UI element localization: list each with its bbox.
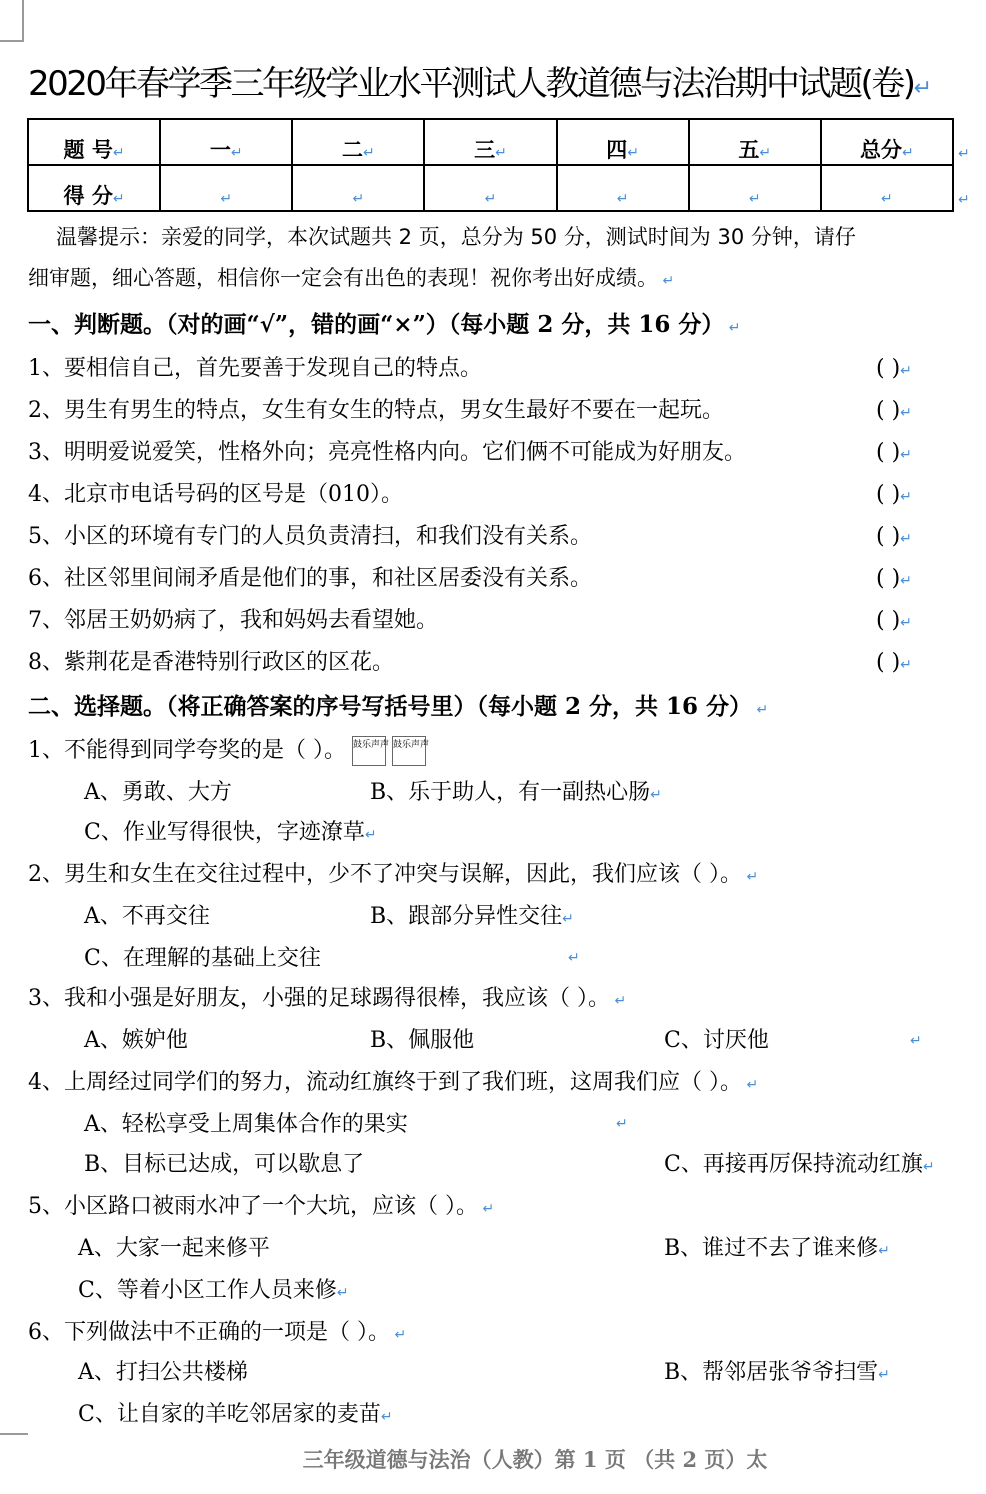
crop-mark-bottom-h	[0, 1433, 28, 1435]
choice-q3-b: B、佩服他	[370, 1028, 475, 1053]
page-footer: 三年级道德与法治（人教）第 1 页 （共 2 页）太	[302, 1447, 768, 1472]
score-cell-label: 题 号↵	[28, 119, 160, 165]
answer-paren-2[interactable]: ( )↵	[876, 398, 912, 423]
judge-item-6: 6、社区邻里间闹矛盾是他们的事，和社区居委没有关系。	[28, 566, 592, 591]
judge-item-4: 4、北京市电话号码的区号是（010）。	[28, 482, 403, 507]
choice-q2-stem: 2、男生和女生在交往过程中，少不了冲突与误解，因此，我们应该（ ）。 ↵	[28, 862, 759, 887]
choice-q5-c: C、等着小区工作人员来修↵	[78, 1278, 349, 1303]
score-input-total[interactable]: ↵	[821, 165, 953, 211]
judge-item-7: 7、邻居王奶奶病了，我和妈妈去看望她。	[28, 608, 438, 633]
judge-item-5: 5、小区的环境有专门的人员负责清扫，和我们没有关系。	[28, 524, 592, 549]
score-table-header-row	[28, 119, 953, 165]
choice-q6-c: C、让自家的羊吃邻居家的麦苗↵	[78, 1402, 393, 1427]
score-cell-q3: 三↵	[424, 119, 556, 165]
choice-q2-b: B、跟部分异性交往↵	[370, 904, 574, 929]
answer-paren-7[interactable]: ( )↵	[876, 608, 912, 633]
section2-heading: 二、选择题。（将正确答案的序号写括号里）（每小题 2 分，共 16 分） ↵	[28, 693, 769, 720]
score-cell-q4: 四↵	[557, 119, 689, 165]
choice-q6-b: B、帮邻居张爷爷扫雪↵	[664, 1360, 890, 1385]
choice-q2-c-mark: ↵	[568, 950, 580, 966]
table-row-mark-2: ↵	[958, 192, 970, 208]
choice-q3-stem: 3、我和小强是好朋友，小强的足球踢得很棒，我应该（ ）。 ↵	[28, 986, 627, 1011]
choice-q4-c: C、再接再厉保持流动红旗↵	[664, 1152, 935, 1177]
crop-mark-top-h	[0, 40, 24, 42]
choice-q3-a: A、嫉妒他	[84, 1028, 188, 1053]
choice-q6-a: A、打扫公共楼梯	[78, 1360, 248, 1385]
choice-q4-a-mark: ↵	[616, 1116, 628, 1132]
choice-q1-c: C、作业写得很快，字迹潦草↵	[84, 820, 377, 845]
tip-line-2: 细审题，细心答题，相信你一定会有出色的表现！祝你考出好成绩。 ↵	[28, 266, 675, 290]
choice-q5-a: A、大家一起来修平	[78, 1236, 270, 1261]
judge-item-8: 8、紫荆花是香港特别行政区的区花。	[28, 650, 394, 675]
score-input-q4[interactable]: ↵	[557, 165, 689, 211]
score-input-q3[interactable]: ↵	[424, 165, 556, 211]
table-row-mark-1: ↵	[958, 146, 970, 162]
choice-q5-stem: 5、小区路口被雨水冲了一个大坑，应该（ ）。 ↵	[28, 1194, 495, 1219]
crop-mark-top-v	[22, 0, 24, 42]
answer-paren-1[interactable]: ( )↵	[876, 356, 912, 381]
score-input-q5[interactable]: ↵	[689, 165, 821, 211]
section1-heading: 一、判断题。（对的画“√”，错的画“×”）（每小题 2 分，共 16 分） ↵	[28, 311, 741, 338]
choice-q1-b: B、乐于助人，有一副热心肠↵	[370, 780, 662, 805]
answer-paren-4[interactable]: ( )↵	[876, 482, 912, 507]
stamp-image-2: 鼓乐声声	[392, 736, 426, 766]
choice-q6-stem: 6、下列做法中不正确的一项是（ ）。 ↵	[28, 1320, 407, 1345]
exam-title: 2020年春学季三年级学业水平测试人教道德与法治期中试题(卷)↵	[28, 64, 930, 104]
stamp-image-1: 鼓乐声声	[352, 736, 386, 766]
judge-item-1: 1、要相信自己，首先要善于发现自己的特点。	[28, 356, 482, 381]
score-row-label: 得 分↵	[28, 165, 160, 211]
judge-item-2: 2、男生有男生的特点，女生有女生的特点，男女生最好不要在一起玩。	[28, 398, 724, 423]
judge-item-3: 3、明明爱说爱笑，性格外向；亮亮性格内向。它们俩不可能成为好朋友。	[28, 440, 746, 465]
answer-paren-8[interactable]: ( )↵	[876, 650, 912, 675]
score-cell-q5: 五↵	[689, 119, 821, 165]
answer-paren-6[interactable]: ( )↵	[876, 566, 912, 591]
choice-q1-stem: 1、不能得到同学夸奖的是（ ）。 鼓乐声声 鼓乐声声	[28, 736, 426, 766]
choice-q2-a: A、不再交往	[84, 904, 210, 929]
score-input-q2[interactable]: ↵	[292, 165, 424, 211]
score-cell-q1: 一↵	[160, 119, 292, 165]
choice-q4-a: A、轻松享受上周集体合作的果实	[84, 1112, 408, 1137]
tip-line-1: 温馨提示：亲爱的同学，本次试题共 2 页，总分为 50 分，测试时间为 30 分钟，请仔	[56, 225, 856, 249]
choice-q3-c: C、讨厌他	[664, 1028, 769, 1053]
choice-q1-a: A、勇敢、大方	[84, 780, 232, 805]
answer-paren-3[interactable]: ( )↵	[876, 440, 912, 465]
score-cell-q2: 二↵	[292, 119, 424, 165]
score-cell-total: 总分↵	[821, 119, 953, 165]
score-table	[27, 118, 954, 212]
choice-q4-stem: 4、上周经过同学们的努力，流动红旗终于到了我们班，这周我们应（ ）。 ↵	[28, 1070, 759, 1095]
answer-paren-5[interactable]: ( )↵	[876, 524, 912, 549]
choice-q2-c: C、在理解的基础上交往	[84, 946, 321, 971]
choice-q3-c-mark: ↵	[910, 1033, 922, 1049]
choice-q5-b: B、谁过不去了谁来修↵	[664, 1236, 890, 1261]
score-table-score-row	[28, 165, 953, 211]
score-input-q1[interactable]: ↵	[160, 165, 292, 211]
choice-q4-b: B、目标已达成，可以歇息了	[84, 1152, 365, 1177]
